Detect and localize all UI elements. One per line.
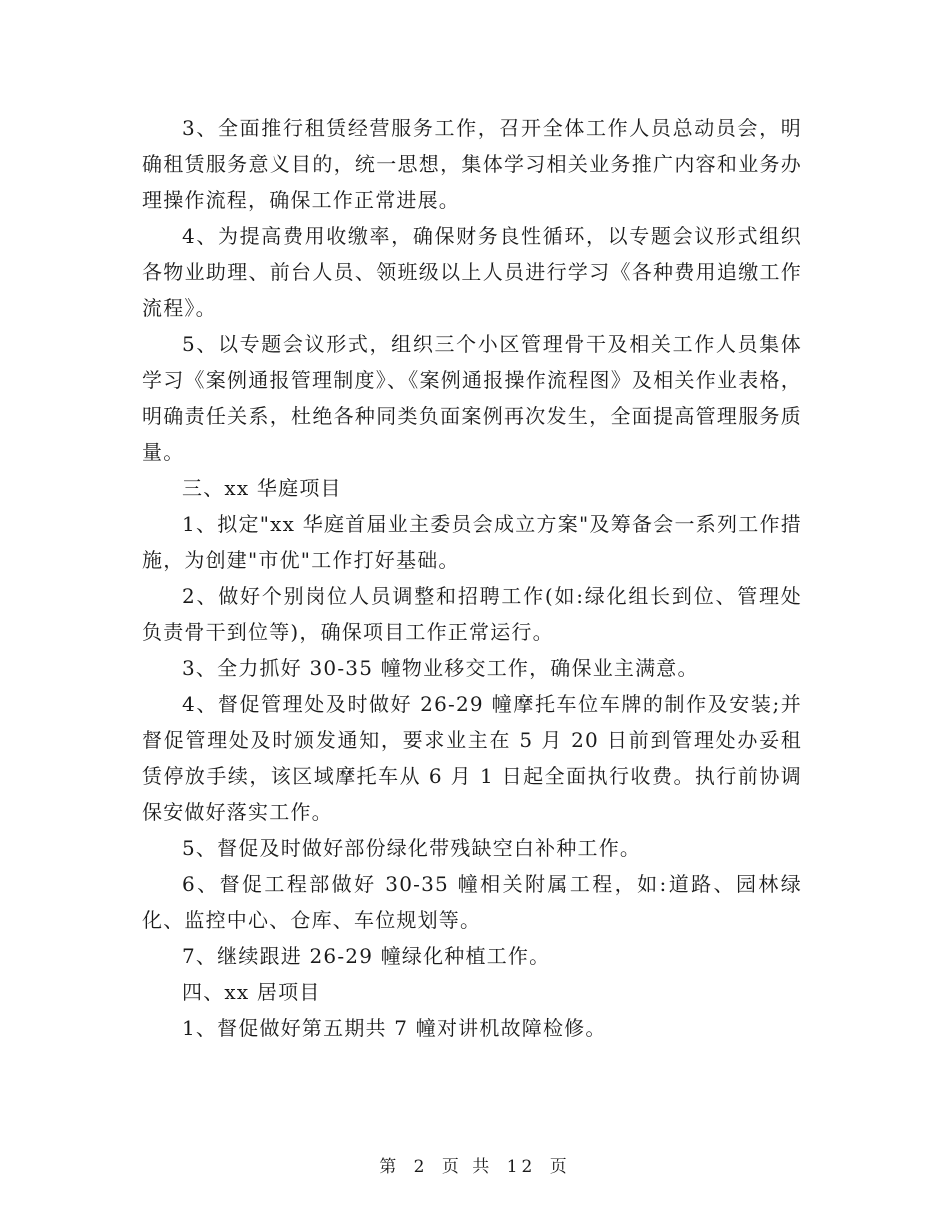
paragraph: 6、督促工程部做好 30-35 幢相关附属工程，如:道路、园林绿化、监控中心、仓库、车位规划等。 [142, 872, 802, 932]
footer-suffix: 页 [549, 1157, 571, 1177]
paragraph: 4、为提高费用收缴率，确保财务良性循环，以专题会议形式组织各物业助理、前台人员、领班级以上人员进行学习《各种费用追缴工作流程》。 [142, 224, 802, 320]
paragraph: 3、全面推行租赁经营服务工作，召开全体工作人员总动员会，明确租赁服务意义目的，统一思想，集体学习相关业务推广内容和业务办理操作流程，确保工作正常进展。 [142, 116, 802, 212]
paragraph: 2、做好个别岗位人员调整和招聘工作(如:绿化组长到位、管理处负责骨干到位等)，确保项目工作正常运行。 [142, 584, 802, 644]
footer-prefix: 第 [379, 1157, 401, 1177]
document-body [142, 110, 802, 1046]
paragraph: 5、以专题会议形式，组织三个小区管理骨干及相关工作人员集体学习《案例通报管理制度》、《案例通报操作流程图》及相关作业表格，明确责任关系，杜绝各种同类负面案例再次发生，全面提高管理服务质量。 [142, 332, 802, 464]
footer-page-number: 2 [413, 1157, 429, 1177]
paragraph: 7、继续跟进 26-29 幢绿化种植工作。 [182, 944, 551, 968]
section-heading: 四、xx 居项目 [182, 980, 321, 1004]
section-heading: 三、xx 华庭项目 [182, 476, 342, 500]
paragraph: 4、督促管理处及时做好 26-29 幢摩托车位车牌的制作及安装;并督促管理处及时颁发通知，要求业主在 5 月 20 日前到管理处办妥租赁停放手续，该区域摩托车从 6 月 1 日起全面执行收费。执行前协调保安做好落实工作。 [142, 692, 802, 824]
paragraph: 3、全力抓好 30-35 幢物业移交工作，确保业主满意。 [182, 656, 699, 680]
page-footer [0, 1152, 950, 1177]
footer-middle: 页 共 [441, 1157, 494, 1177]
footer-total-pages: 12 [506, 1157, 537, 1177]
paragraph: 1、督促做好第五期共 7 幢对讲机故障检修。 [182, 1016, 607, 1040]
paragraph: 1、拟定"xx 华庭首届业主委员会成立方案"及筹备会一系列工作措施，为创建"市优"工作打好基础。 [142, 512, 802, 572]
paragraph: 5、督促及时做好部份绿化带残缺空白补种工作。 [182, 836, 642, 860]
